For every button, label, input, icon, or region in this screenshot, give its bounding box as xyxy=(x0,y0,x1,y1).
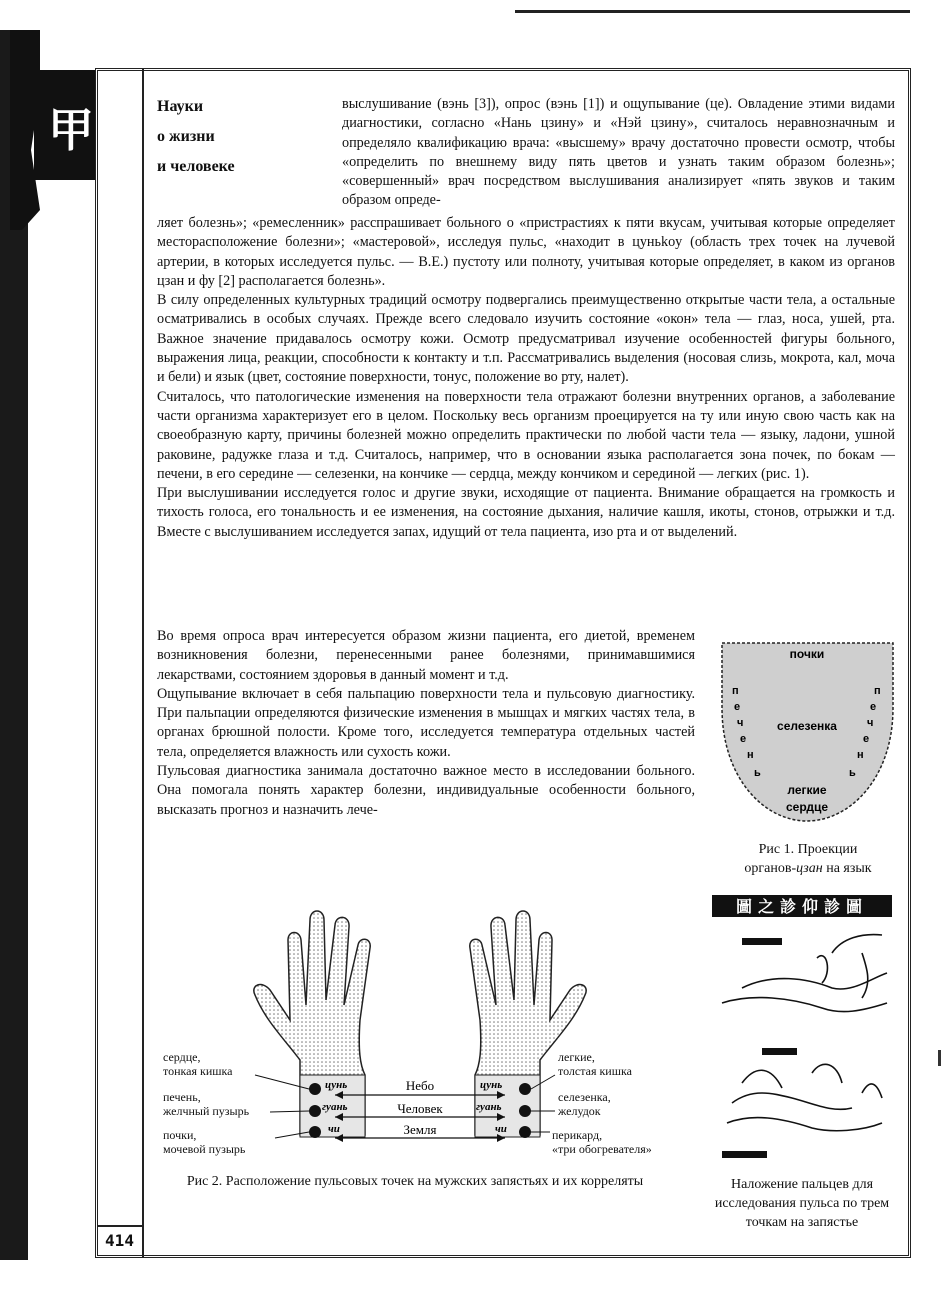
liver-right-letter: н xyxy=(857,749,864,761)
label-line: желчный пузырь xyxy=(163,1104,250,1118)
tongue-diagram xyxy=(720,638,895,823)
left-label-liver xyxy=(163,1090,249,1118)
figure1-caption-line: Рис 1. Проекции xyxy=(758,842,858,857)
figure1-caption-line xyxy=(718,859,898,878)
top-rule xyxy=(515,10,910,13)
pulse-illustration-figure xyxy=(712,893,892,1171)
left-label-kidneys xyxy=(163,1128,245,1156)
paragraph: Ощупывание включает в себя пальпацию поверхности тела и пульсовую диагностику. При пальпации определяются физические изменения в мышцах и мягких частях тела, в органах брюшной полости. Кроме того, исследуется температура отдельных частей тела, определяется влажность или сухость кожи. xyxy=(157,685,695,760)
paragraph: ляет болезнь»; «ремесленник» расспрашивает больного о «пристрастиях к пяти вкусам, учитывая которые определяет месторасположение болезни»; «мастеровой», исследуя пульс, «находит в цуньkoy (область трех точек на лучевой артерии, в которых исследуется пульс. — В.Е.) пустоту или полноту, учитывая которые определяет, в каком из органов цзан и фу [2] располагается болезнь». xyxy=(157,215,895,289)
main-text xyxy=(157,214,895,542)
liver-left-letter: ь xyxy=(754,767,761,779)
label-line: перикард, xyxy=(552,1128,603,1142)
level-human: Человек xyxy=(397,1101,443,1116)
tongue-label-kidneys: почки xyxy=(789,647,825,661)
point-name-chi: чи xyxy=(328,1123,340,1135)
liver-left-letter: е xyxy=(740,733,747,745)
liver-left-letter: ч xyxy=(737,717,744,729)
label-line: легкие, xyxy=(558,1050,595,1064)
figure1-caption xyxy=(718,840,898,878)
tongue-label-heart: сердце xyxy=(785,800,829,814)
paragraph: Считалось, что патологические изменения на поверхности тела отражают болезни внутренних органов, а заболевание части организма характеризует его в целом. Поскольку весь организм проецируется на ту или иную свою часть как на своеобразную карту, причины болезней можно определить практически по любой части тела — языку, ладони, ушной раковине, радужке глаза и т.д. Считалось, например, что в основании языка располагается зона почек, по бокам — печени, в его середине — селезенки, на кончике — сердца, между кончиком и серединой — легких (рис. 1). xyxy=(157,388,895,482)
label-line: толстая кишка xyxy=(558,1064,632,1078)
level-earth: Земля xyxy=(403,1122,437,1137)
caption-text: органов- xyxy=(744,861,797,876)
margin-mark xyxy=(938,1050,941,1066)
label-line: печень, xyxy=(163,1090,201,1104)
point-name-tsun: цунь xyxy=(480,1079,503,1091)
liver-right-letter: п xyxy=(874,685,881,697)
label-line: тонкая кишка xyxy=(163,1064,233,1078)
liver-left-letter: е xyxy=(734,701,741,713)
section-title xyxy=(157,92,337,182)
tongue-label-spleen: селезенка xyxy=(777,719,837,733)
figure3-caption: Наложение пальцев для исследования пульса по трем точкам на запястье xyxy=(714,1177,890,1230)
level-heaven: Небо xyxy=(405,1078,435,1093)
paragraph: Во время опроса врач интересуется образом жизни пациента, его диетой, временем возникновения болезни, перенесенными ранее болезнями, принимавшимися лекарствами, состоянием здоровья в данный момент и т.д. xyxy=(157,628,695,683)
pulse-illustration xyxy=(712,893,892,1171)
label-line: почки, xyxy=(163,1128,197,1142)
illustration-title: 圖之診仰診圖 xyxy=(735,897,869,916)
label-line: селезенка, xyxy=(558,1090,611,1104)
paragraph: В силу определенных культурных традиций осмотру подвергались преимущественно открытые части тела, а остальные осматривались в особых случаях. Прежде всего следовало изучить состояние «окон» тела — глаз, носа, ушей, рта. Важное значение придавалось осмотру кожи. Осмотр предусматривал изучение особенностей фигуры больного, выражения лица, реакции, способности к контакту и т.п. Рассматривались выделения (носовая слизь, мокрота, кал, моча и бели) и язык (цвет, состояние поверхности, тонус, положение во рту, налет). xyxy=(157,292,895,386)
label-line: «три обогревателя» xyxy=(552,1142,652,1156)
paragraph-intro: выслушивание (вэнь [3]), опрос (вэнь [1]) и ощупывание (це). Овладение этими видами диагностики, согласно «Нань цзину» и «Нэй цзину», считалось неравнозначным и определяло квалификацию врача: «высшему» врачу достаточно провести осмотр, чтобы «определить по внешнему виду пять цветов и узнать таким образом болезнь»; «совершенный» врач посредством выслушивания анализирует «пять звуков и таким образом опреде- xyxy=(342,96,895,209)
caption-italic: цзан xyxy=(796,861,823,876)
section-title-line: и человеке xyxy=(157,158,235,175)
paragraph: Пульсовая диагностика занимала достаточно важное место в исследовании больного. Она помогала понять характер болезни, индивидуальные особенности больного, высказать прогноз и назначить лече- xyxy=(157,763,695,818)
caption-text: на язык xyxy=(822,861,872,876)
liver-right-letter: е xyxy=(863,733,870,745)
point-name-tsun: цунь xyxy=(325,1079,348,1091)
liver-right-letter: е xyxy=(870,701,877,713)
side-glyph: 甲 xyxy=(48,103,94,157)
tongue-figure xyxy=(720,638,895,823)
right-label-spleen xyxy=(558,1090,611,1118)
left-column-text xyxy=(157,627,695,820)
hands-figure xyxy=(160,900,680,1170)
section-title-line: Науки xyxy=(157,98,204,115)
page-number: 414 xyxy=(97,1225,142,1255)
liver-left-letter: н xyxy=(747,749,754,761)
label-line: желудок xyxy=(558,1104,601,1118)
liver-right-letter: ч xyxy=(867,717,874,729)
right-label-pericardium xyxy=(552,1128,652,1156)
liver-right-letter: ь xyxy=(849,767,856,779)
left-label-heart xyxy=(163,1050,232,1078)
point-name-guan: гуань xyxy=(476,1101,502,1113)
label-line: мочевой пузырь xyxy=(163,1142,246,1156)
paragraph: При выслушивании исследуется голос и другие звуки, исходящие от пациента. Внимание обращается на громкость и тихость голоса, его тональность и ее изменения, на состояние дыхания, наличие кашля, икоты, стонов, отрыжки и т.д. Вместе с выслушиванием исследуется запах, идущий от тела пациента, изо рта и от выделений. xyxy=(157,485,895,540)
point-name-chi: чи xyxy=(495,1123,507,1135)
point-name-guan: гуань xyxy=(322,1101,348,1113)
sidebar-rule xyxy=(142,68,144,1258)
liver-left-letter: п xyxy=(732,685,739,697)
figure2-caption: Рис 2. Расположение пульсовых точек на мужских запястьях и их корреляты xyxy=(186,1174,644,1189)
tongue-label-lungs: легкие xyxy=(787,783,827,797)
right-label-lungs xyxy=(558,1050,632,1078)
label-line: сердце, xyxy=(163,1050,201,1064)
section-title-line: о жизни xyxy=(157,128,215,145)
